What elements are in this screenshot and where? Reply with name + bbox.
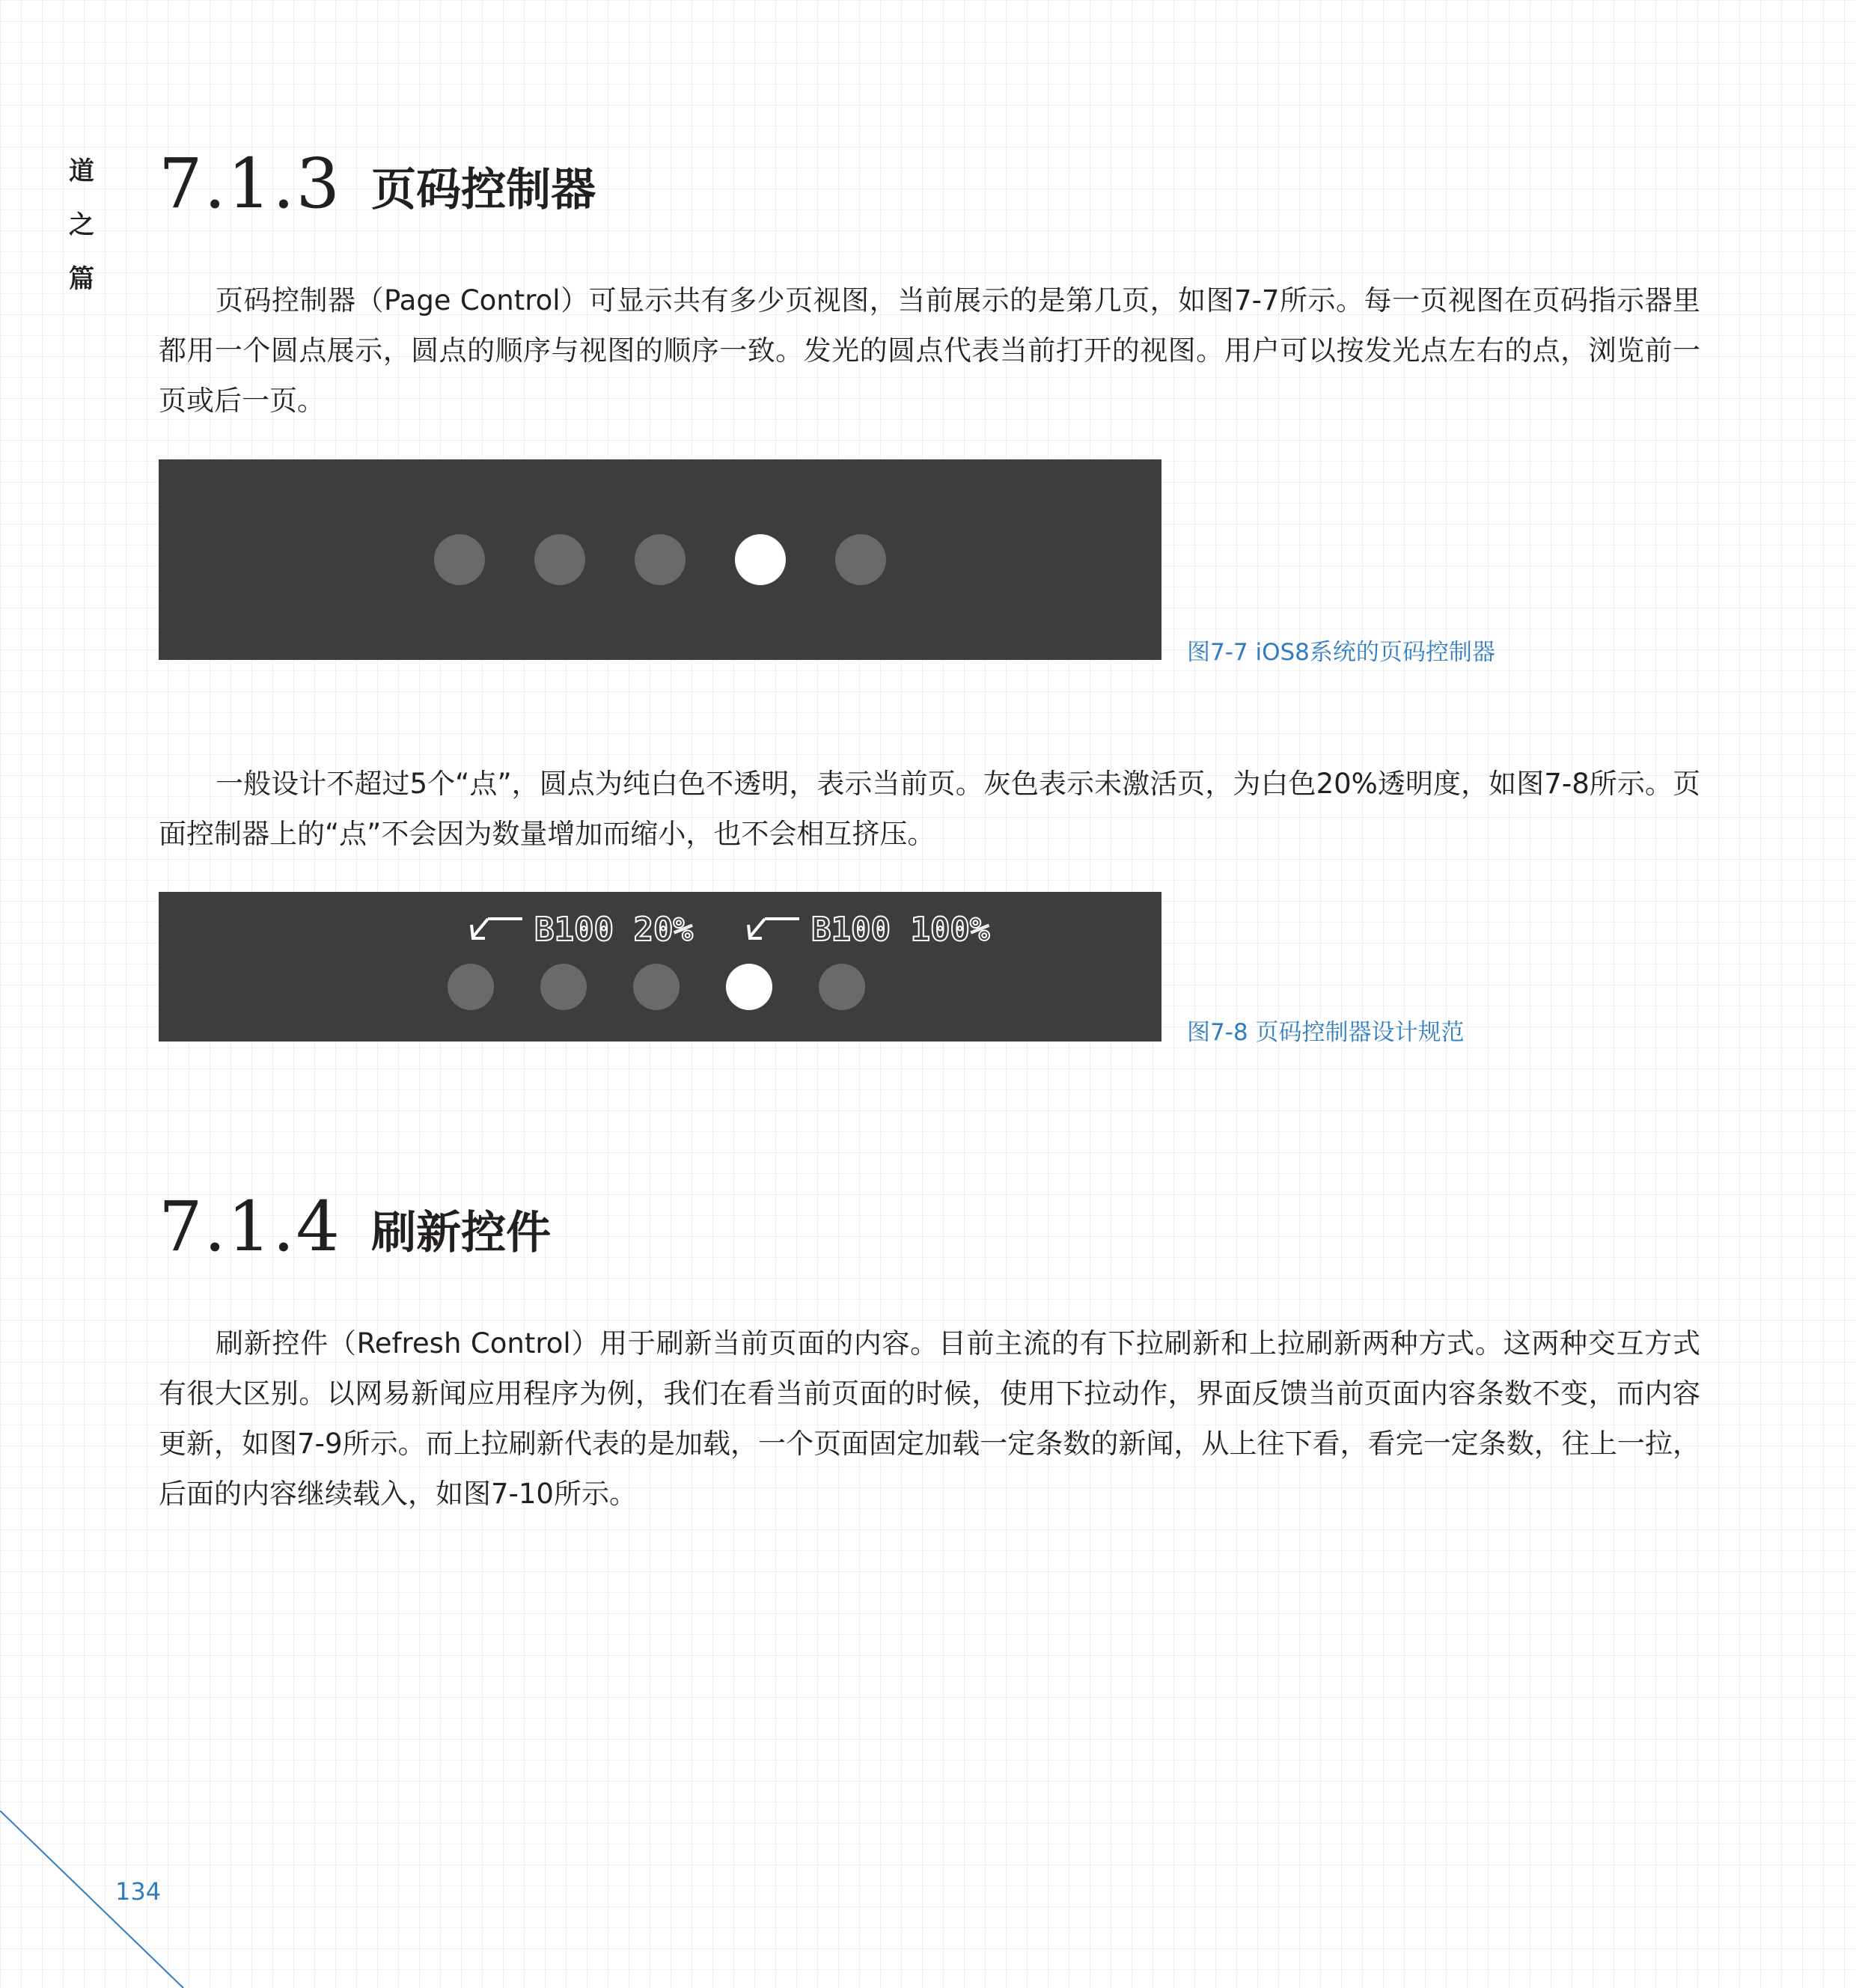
side-tab-char-1: 道 [69, 156, 94, 186]
page-dot-2 [534, 534, 585, 585]
arrow-down-left-icon [745, 914, 801, 944]
page-dot-3 [633, 964, 680, 1010]
page-dot-5 [835, 534, 886, 585]
figure-7-8-page-control-spec [159, 892, 1161, 1042]
page-dot-2 [540, 964, 587, 1010]
corner-decoration-line [0, 1811, 195, 1988]
side-tab-char-3: 篇 [69, 264, 94, 294]
body-paragraph-2: 一般设计不超过5个“点”，圆点为纯白色不透明，表示当前页。灰色表示未激活页，为白色20%透明度，如图7-8所示。页面控制器上的“点”不会因为数量增加而缩小，也不会相互挤压。 [159, 768, 1700, 850]
page-dot-4-active [726, 964, 772, 1010]
page-dot-4-active [735, 534, 786, 585]
figure-7-8-caption: 图7-8 页码控制器设计规范 [1187, 1019, 1465, 1046]
section-heading-7-1-4 [159, 1179, 552, 1267]
section-heading-7-1-3 [159, 136, 596, 224]
page-dot-3 [635, 534, 686, 585]
page-dot-5 [819, 964, 865, 1010]
spec-label-active: B100 100% [811, 911, 990, 949]
section-title: 页码控制器 [371, 164, 596, 216]
body-paragraph-3: 刷新控件（Refresh Control）用于刷新当前页面的内容。目前主流的有下拉刷新和上拉刷新两种方式。这两种交互方式有很大区别。以网易新闻应用程序为例，我们在看当前页面的时候，使用下拉动作，界面反馈当前页面内容条数不变，而内容更新，如图7-9所示。而上拉刷新代表的是加载，一个页面固定加载一定条数的新闻，从上往下看，看完一定条数，往上一拉，后面的内容继续载入，如图7-10所示。 [159, 1327, 1700, 1510]
page-number: 134 [115, 1877, 162, 1906]
page-dot-1 [448, 964, 494, 1010]
arrow-down-left-icon [468, 914, 524, 944]
body-paragraph-1: 页码控制器（Page Control）可显示共有多少页视图，当前展示的是第几页，如图7-7所示。每一页视图在页码指示器里都用一个圆点展示，圆点的顺序与视图的顺序一致。发光的圆点代表当前打开的视图。用户可以按发光点左右的点，浏览前一页或后一页。 [159, 284, 1700, 417]
spec-label-inactive: B100 20% [534, 911, 693, 949]
page-dot-1 [434, 534, 485, 585]
side-tab-char-2: 之 [69, 210, 94, 240]
section-number: 7.1.3 [159, 144, 342, 224]
section-title: 刷新控件 [371, 1207, 552, 1259]
figure-7-7-caption: 图7-7 iOS8系统的页码控制器 [1187, 639, 1495, 666]
figure-7-7-page-control [159, 459, 1161, 660]
section-number: 7.1.4 [159, 1187, 342, 1267]
